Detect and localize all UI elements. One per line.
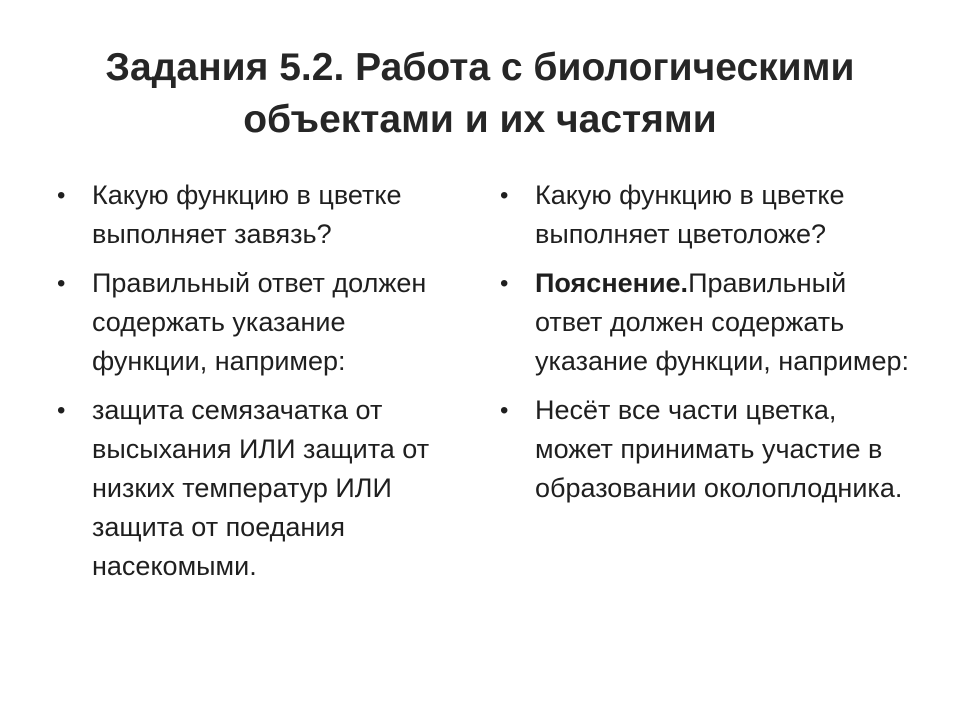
list-item-text: Какую функцию в цветке выполняет цветоложе?: [535, 180, 845, 249]
bullet-icon: •: [500, 182, 509, 209]
list-item: [57, 264, 467, 381]
explanation-label: Пояснение.: [535, 268, 689, 298]
bullet-icon: •: [500, 270, 509, 297]
bullet-icon: •: [500, 397, 509, 424]
right-column-list: [500, 176, 910, 518]
list-item: [500, 264, 910, 381]
left-column-list: [57, 176, 467, 596]
slide-title-line-2: объектами и их частями: [243, 98, 717, 141]
list-item-text: защита семязачатка от высыхания ИЛИ защита от низких температур ИЛИ защита от поедания насекомыми.: [92, 395, 430, 581]
list-item: [57, 391, 467, 586]
slide-title: [60, 42, 900, 146]
list-item-text: Какую функцию в цветке выполняет завязь?: [92, 180, 402, 249]
list-item-text: Правильный ответ должен содержать указание функции, например:: [92, 268, 427, 376]
bullet-icon: •: [57, 397, 66, 424]
list-item-text: Правильный ответ должен содержать указание функции, например:: [535, 268, 910, 376]
list-item: [500, 391, 910, 508]
bullet-icon: •: [57, 270, 66, 297]
bullet-icon: •: [57, 182, 66, 209]
list-item: [57, 176, 467, 254]
slide-title-line-1: Задания 5.2. Работа с биологическими: [105, 46, 855, 89]
list-item-text: Несёт все части цветка, может принимать участие в образовании околоплодника.: [535, 395, 903, 503]
list-item: [500, 176, 910, 254]
